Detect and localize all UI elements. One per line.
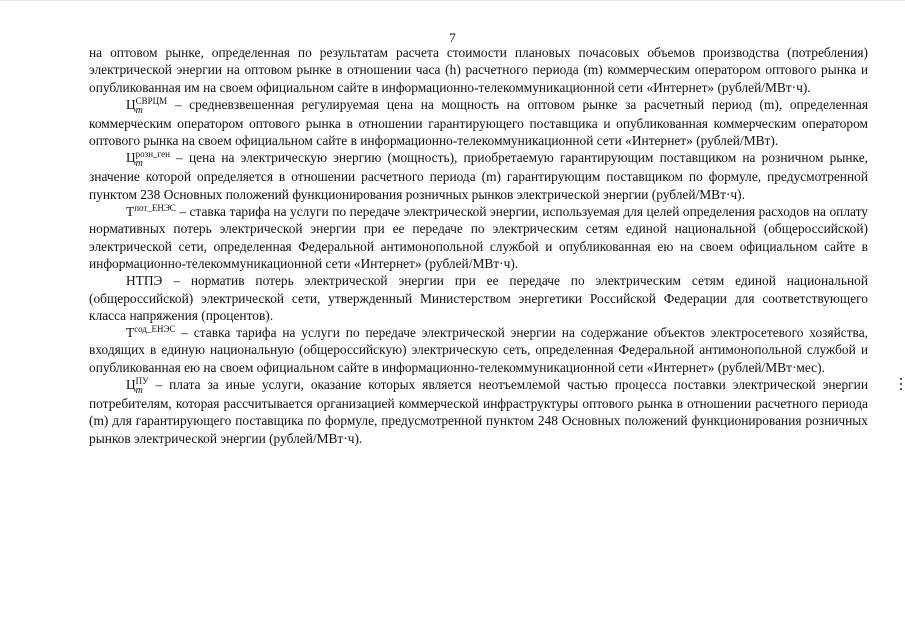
- paragraph-3: $Т^{пот\_ЕНЭС}$ – ставка тарифа на услуги по передаче электрической энергии, используемая для целей определения расходов на оплату нормативных потерь электрической энергии при ее передаче по электрическим сетям единой национальной (общероссийской) электрической сети, определенная Федеральной антимонопольной службой и опубликованная ею на своем официальном сайте в информационно-телекоммуникационной сети «Интернет» (рублей/МВт·ч).: [89, 203, 868, 271]
- body-text: [89, 44, 868, 447]
- formula-symbol: $Т^{сод\_ЕНЭС}$: [126, 324, 176, 341]
- formula-symbol: $Т^{пот\_ЕНЭС}$: [126, 203, 176, 220]
- page-number: 7: [449, 30, 456, 45]
- paragraph-5: $Т^{сод\_ЕНЭС}$ – ставка тарифа на услуги по передаче электрической энергии на содержание объектов электросетевого хозяйства, входящих в единую национальную (общероссийскую) электрическую сеть, определенная Федеральной антимонопольной службой и опубликованная ею на своем официальном сайте в информационно-телекоммуникационной сети «Интернет» (рублей/МВт·мес).: [89, 324, 868, 375]
- paragraph-6: Ц ПУ m – плата за иные услуги, оказание которых является неотъемлемой частью процесса поставки электрической энергии потребителям, которая рассчитывается организацией коммерческой инфраструктуры оптового рынка в отношении расчетного периода (m) для гарантирующего поставщика по формуле, предусмотренной пунктом 248 Основных положений функционирования розничных рынков электрической энергии (рублей/МВт·ч).: [89, 376, 868, 446]
- paragraph-2: Ц розн_ген m – цена на электрическую энергию (мощность), приобретаемую гарантирующим поставщиком на розничном рынке, значение которой определяется в отношении расчетного периода (m) гарантирующим поставщиком по формуле, предусмотренной пунктом 238 Основных положений функционирования розничных рынков электрической энергии (рублей/МВт·ч).: [89, 149, 868, 202]
- formula-symbol: Ц розн_ген m: [126, 149, 170, 170]
- formula-symbol: Ц СВРЦМ m: [126, 95, 168, 116]
- paragraph-4: НТПЭ – норматив потерь электрической энергии при ее передаче по электрическим сетям единой национальной (общероссийской) электрической сети, утвержденный Министерством энергетики Российской Федерации для соответствующего класса напряжения (процентов).: [89, 273, 868, 323]
- formula-symbol: Ц ПУ m: [126, 376, 149, 397]
- scan-margin-mark: [900, 378, 902, 398]
- paragraph-0: на оптовом рынке, определенная по результатам расчета стоимости плановых почасовых объемов производства (потребления) электрической энергии на оптовом рынке в отношении часа (h) расчетного периода (m) коммерческим оператором оптового рынка и опубликованная им на своем официальном сайте в информационно-телекоммуникационной сети «Интернет» (рублей/МВт·ч).: [89, 45, 868, 95]
- paragraph-1: Ц СВРЦМ m – средневзвешенная регулируемая цена на мощность на оптовом рынке за расчетный период (m), определенная коммерческим оператором оптового рынка в отношении гарантирующего поставщика и опубликованная коммерческим оператором оптового рынка на своем официальном сайте в информационно-телекоммуникационной сети «Интернет» (рублей/МВт).: [89, 95, 868, 149]
- scan-edge-line: [0, 0, 905, 1]
